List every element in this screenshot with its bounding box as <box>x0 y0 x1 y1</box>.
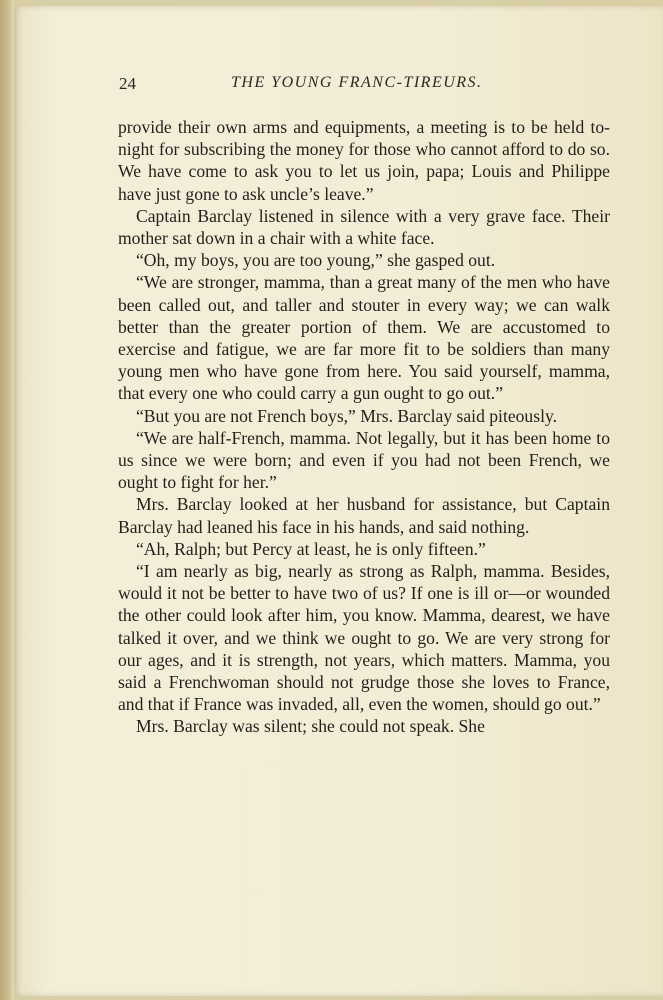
running-head <box>119 74 613 98</box>
paragraph: Captain Barclay listened in silence with a very grave face. Their mother sat down in a chair with a white face. <box>118 205 610 249</box>
paragraph: “Ah, Ralph; but Percy at least, he is only fifteen.” <box>136 538 486 559</box>
body-text <box>118 116 610 738</box>
paragraph: “But you are not French boys,” Mrs. Barclay said piteously. <box>136 405 558 426</box>
paragraph: “We are half-French, mamma. Not legally, but it has been home to us since we were born; and even if you had not been French, we ought to fight for her.” <box>118 427 610 493</box>
paragraph: Mrs. Barclay was silent; she could not speak. She <box>136 716 485 737</box>
book-spine <box>0 0 14 1000</box>
paragraph: “I am nearly as big, nearly as strong as Ralph, mamma. Besides, would it not be better to have two of us? If one is ill or—or wounded the other could look after him, you know. Mamma, dearest, we have talked it over, and we think we ought to go. We are very strong for our ages, and it is strength, not years, which matters. Mamma, you said a Frenchwoman should not grudge those she loves to France, and that if France was invaded, all, even the women, should go out.” <box>118 561 610 715</box>
paragraph: “Oh, my boys, you are too young,” she gasped out. <box>136 250 496 271</box>
paragraph: Mrs. Barclay looked at her husband for assistance, but Captain Barclay had leaned his face in his hands, and said nothing. <box>118 494 610 537</box>
paragraph: “We are stronger, mamma, than a great many of the men who have been called out, and taller and stouter in every way; we can walk better than the greater portion of them. We are accustomed to exercise and fatigue, we are far more fit to be soldiers than many young men who have gone from here. You said yourself, mamma, that every one who could carry a gun ought to go out.” <box>118 272 610 404</box>
running-title: THE YOUNG FRANC-TIREURS. <box>231 74 483 91</box>
page-number: 24 <box>119 74 136 93</box>
paragraph: provide their own arms and equipments, a meeting is to be held to-night for subscribing the money for those who cannot afford to do so. We have come to ask you to let us join, papa; Louis and Philippe have just gone to ask uncle’s leave.” <box>118 117 610 204</box>
